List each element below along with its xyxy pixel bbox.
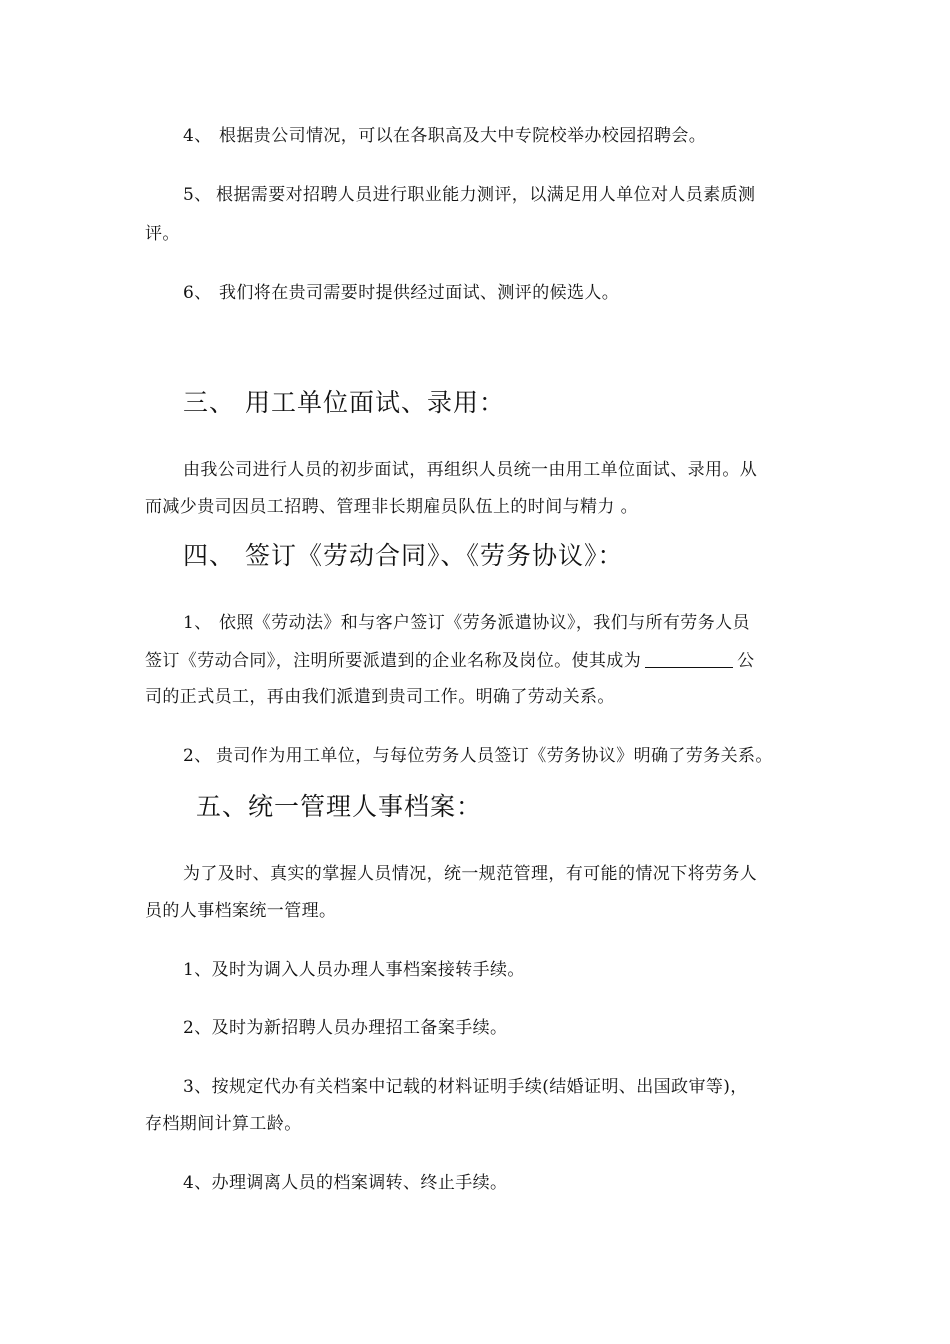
- item-number: 5、: [183, 185, 212, 205]
- paragraph-line: 司的正式员工，再由我们派遣到贵司工作。明确了劳动关系。: [145, 687, 615, 707]
- text-after-blank: 公: [737, 651, 755, 671]
- item-number: 6、: [183, 283, 212, 303]
- heading-text: 签订《劳动合同》、《劳务协议》：: [245, 541, 624, 570]
- item-number: 1、: [183, 613, 212, 633]
- list-item: 4、办理调离人员的档案调转、终止手续。: [183, 1173, 508, 1193]
- heading-number: 四、: [183, 541, 236, 570]
- item-text: 贵司作为用工单位，与每位劳务人员签订《劳务协议》明确了劳务关系。: [216, 746, 773, 766]
- item-number: 2、: [183, 746, 212, 766]
- paragraph-line: 由我公司进行人员的初步面试，再组织人员统一由用工单位面试、录用。从: [183, 460, 758, 480]
- paragraph-line: [145, 651, 755, 671]
- section-heading: [183, 541, 624, 571]
- item-number: 4、: [183, 126, 212, 146]
- list-item: [183, 283, 619, 303]
- item-continuation: 存档期间计算工龄。: [145, 1114, 302, 1134]
- heading-number: 三、: [183, 388, 236, 417]
- paragraph-line: 员的人事档案统一管理。: [145, 901, 337, 921]
- list-item: 2、及时为新招聘人员办理招工备案手续。: [183, 1018, 508, 1038]
- list-item: 3、按规定代办有关档案中记载的材料证明手续(结婚证明、出国政审等)，: [183, 1077, 748, 1097]
- text-before-blank: 签订《劳动合同》，注明所要派遣到的企业名称及岗位。使其成为: [145, 651, 642, 671]
- list-item: [183, 746, 773, 766]
- item-text: 根据需要对招聘人员进行职业能力测评，以满足用人单位对人员素质测: [216, 185, 756, 205]
- paragraph-line: 为了及时、真实的掌握人员情况，统一规范管理，有可能的情况下将劳务人: [183, 864, 758, 884]
- list-item: [183, 613, 750, 633]
- paragraph-line: 而减少贵司因员工招聘、管理非长期雇员队伍上的时间与精力 。: [145, 497, 639, 517]
- list-item: [183, 185, 755, 205]
- item-continuation: 评。: [145, 224, 180, 244]
- item-text: 根据贵公司情况，可以在各职高及大中专院校举办校园招聘会。: [219, 126, 707, 146]
- list-item: [183, 126, 706, 146]
- section-heading: [183, 388, 505, 418]
- item-text: 我们将在贵司需要时提供经过面试、测评的候选人。: [219, 283, 620, 303]
- list-item: 1、及时为调入人员办理人事档案接转手续。: [183, 960, 525, 980]
- item-text: 依照《劳动法》和与客户签订《劳务派遣协议》，我们与所有劳务人员: [219, 613, 750, 633]
- section-heading: 五、统一管理人事档案：: [196, 792, 483, 821]
- heading-text: 用工单位面试、录用：: [245, 388, 506, 417]
- fill-in-blank: [645, 651, 733, 668]
